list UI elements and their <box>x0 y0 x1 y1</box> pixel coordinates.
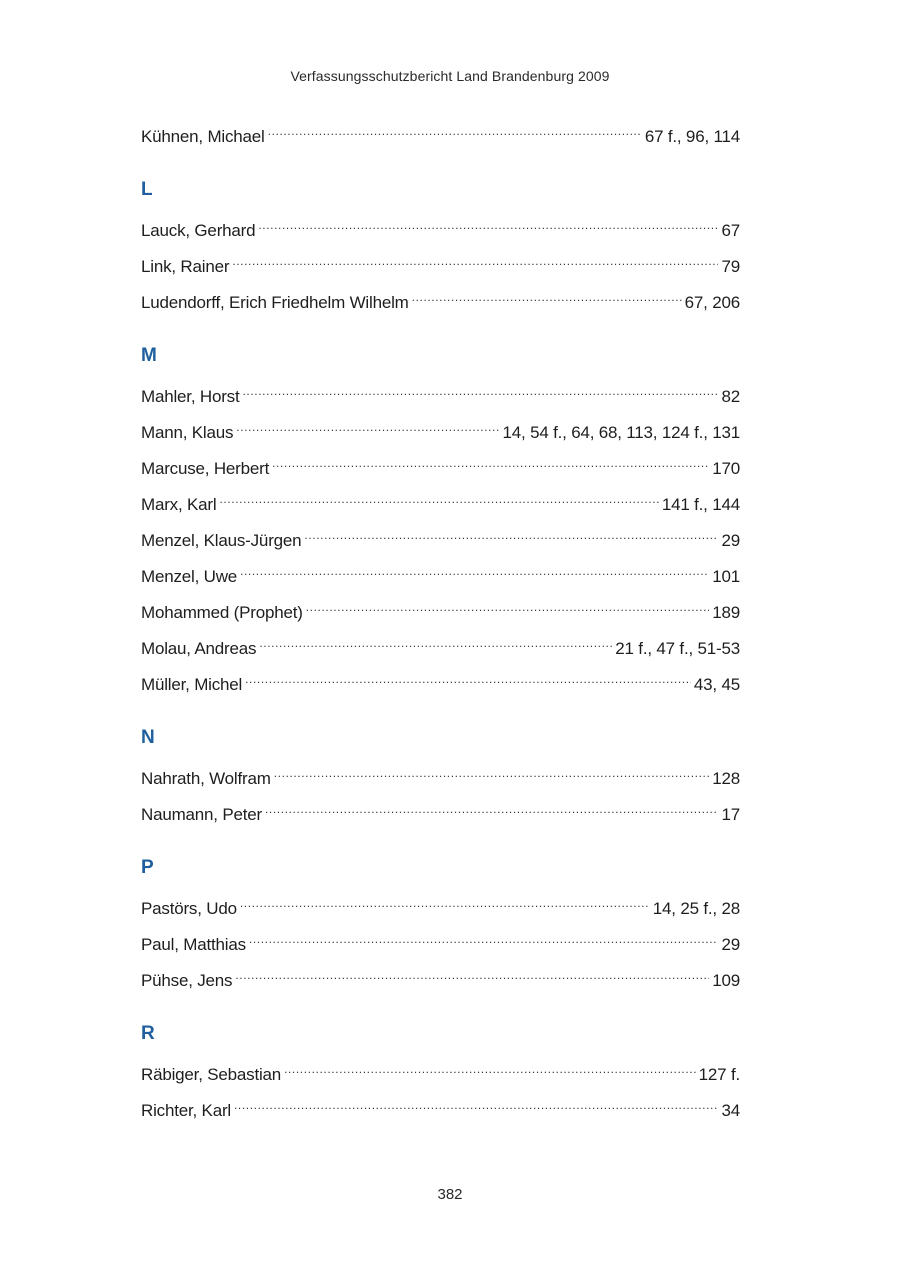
entry-name: Kühnen, Michael <box>141 127 265 146</box>
index-entry <box>141 958 740 994</box>
entry-name: Pastörs, Udo <box>141 899 237 918</box>
dot-leader <box>240 554 709 582</box>
index-entry <box>141 1052 740 1088</box>
index-entry <box>141 208 740 244</box>
entry-name: Pühse, Jens <box>141 971 233 990</box>
entry-name: Menzel, Uwe <box>141 567 238 586</box>
entry-name: Räbiger, Sebastian <box>141 1065 282 1084</box>
section-letter: R <box>141 1023 155 1044</box>
index-entry <box>141 922 740 958</box>
dot-leader <box>249 922 719 950</box>
entry-name: Mohammed (Prophet) <box>141 603 303 622</box>
dot-leader <box>272 446 709 474</box>
entry-pages: 14, 54 f., 64, 68, 113, 124 f., 131 <box>502 423 740 442</box>
entry-pages: 101 <box>712 567 740 586</box>
entry-pages: 79 <box>721 257 740 276</box>
index-entry <box>141 446 740 482</box>
dot-leader <box>265 792 718 820</box>
entry-pages: 67, 206 <box>684 293 740 312</box>
entry-pages: 67 <box>721 221 740 240</box>
index-entry <box>141 590 740 626</box>
index-entry <box>141 374 740 410</box>
dot-leader <box>232 244 718 272</box>
entry-pages: 29 <box>721 531 740 550</box>
dot-leader <box>219 482 658 510</box>
entry-name: Menzel, Klaus-Jürgen <box>141 531 302 550</box>
index-entry <box>141 1088 740 1124</box>
entry-pages: 34 <box>721 1101 740 1120</box>
index-entry <box>141 410 740 446</box>
entry-pages: 29 <box>721 935 740 954</box>
dot-leader <box>243 374 719 402</box>
entry-pages: 128 <box>712 769 740 788</box>
dot-leader <box>236 410 499 438</box>
entry-name: Link, Rainer <box>141 257 230 276</box>
dot-leader <box>258 208 718 236</box>
index-entry <box>141 482 740 518</box>
entry-pages: 141 f., 144 <box>661 495 740 514</box>
entry-pages: 189 <box>712 603 740 622</box>
entry-pages: 14, 25 f., 28 <box>652 899 740 918</box>
dot-leader <box>235 958 709 986</box>
dot-leader <box>259 626 612 654</box>
dot-leader <box>234 1088 718 1116</box>
index-entry <box>141 886 740 922</box>
dot-leader <box>304 518 718 546</box>
dot-leader <box>245 662 691 690</box>
entry-name: Mahler, Horst <box>141 387 240 406</box>
entry-pages: 82 <box>721 387 740 406</box>
page-number: 382 <box>437 1186 463 1203</box>
entry-name: Ludendorff, Erich Friedhelm Wilhelm <box>141 293 409 312</box>
dot-leader <box>268 114 642 142</box>
section-letter: M <box>141 345 157 366</box>
name-index <box>141 114 740 1124</box>
entry-pages: 67 f., 96, 114 <box>644 127 740 146</box>
entry-pages: 17 <box>721 805 740 824</box>
index-entry <box>141 626 740 662</box>
entry-name: Paul, Matthias <box>141 935 246 954</box>
index-entry <box>141 554 740 590</box>
dot-leader <box>240 886 650 914</box>
dot-leader <box>306 590 709 618</box>
index-entry <box>141 756 740 792</box>
entry-pages: 109 <box>712 971 740 990</box>
dot-leader <box>412 280 682 308</box>
index-entry <box>141 662 740 698</box>
index-entry <box>141 280 740 316</box>
dot-leader <box>274 756 710 784</box>
entry-pages: 43, 45 <box>693 675 740 694</box>
entry-pages: 170 <box>712 459 740 478</box>
entry-pages: 21 f., 47 f., 51-53 <box>615 639 740 658</box>
entry-name: Nahrath, Wolfram <box>141 769 271 788</box>
entry-name: Lauck, Gerhard <box>141 221 256 240</box>
entry-name: Naumann, Peter <box>141 805 262 824</box>
page-header-title: Verfassungsschutzbericht Land Brandenburg 2009 <box>290 68 610 84</box>
dot-leader <box>284 1052 696 1080</box>
section-letter: N <box>141 727 155 748</box>
index-entry <box>141 114 740 150</box>
section-letter: P <box>141 857 154 878</box>
index-entry <box>141 518 740 554</box>
entry-name: Mann, Klaus <box>141 423 234 442</box>
entry-name: Molau, Andreas <box>141 639 257 658</box>
entry-name: Marx, Karl <box>141 495 217 514</box>
entry-name: Richter, Karl <box>141 1101 231 1120</box>
section-letter: L <box>141 179 153 200</box>
entry-name: Marcuse, Herbert <box>141 459 270 478</box>
index-entry <box>141 244 740 280</box>
entry-pages: 127 f. <box>698 1065 740 1084</box>
entry-name: Müller, Michel <box>141 675 243 694</box>
index-entry <box>141 792 740 828</box>
